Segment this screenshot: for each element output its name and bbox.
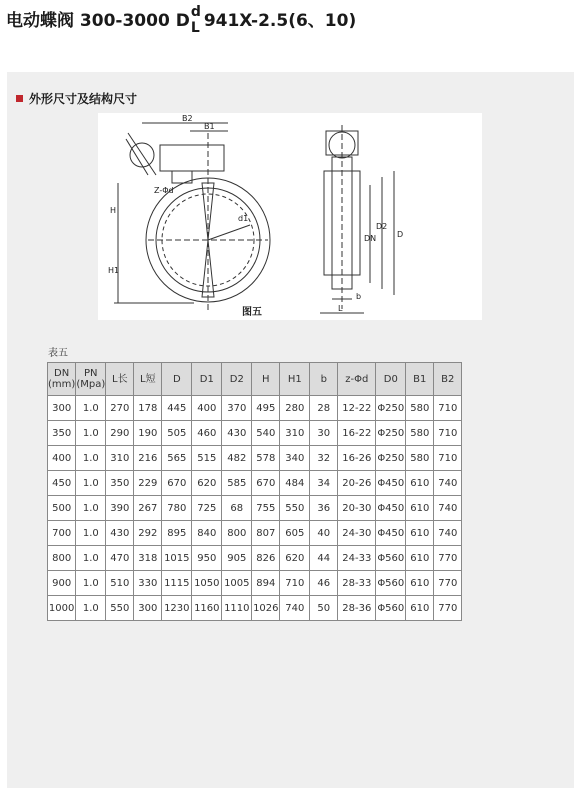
column-header-line1: z-Φd [345, 373, 369, 385]
column-header-line1: D [172, 373, 181, 385]
table-cell: 770 [434, 596, 462, 621]
table-cell: 280 [280, 396, 310, 421]
heading-bullet-icon [16, 95, 23, 102]
actuator-gearbox [160, 145, 224, 171]
table-cell: 1.0 [76, 596, 106, 621]
title-superscript-subscript [190, 4, 204, 36]
column-header-line1: L长 [112, 373, 128, 385]
table-cell: Φ450 [376, 471, 406, 496]
table-cell: 620 [280, 546, 310, 571]
column-header [310, 363, 338, 396]
table-cell: 34 [310, 471, 338, 496]
label-b: b [356, 292, 362, 301]
table-cell: 610 [406, 571, 434, 596]
table-body [48, 396, 462, 621]
table-cell: 32 [310, 446, 338, 471]
table-cell: 350 [48, 421, 76, 446]
table-cell: 267 [134, 496, 162, 521]
table-cell: 300 [134, 596, 162, 621]
title-sub: L [190, 20, 200, 36]
table-row [48, 421, 462, 446]
column-header-line1: B1 [413, 373, 427, 385]
table-cell: 580 [406, 396, 434, 421]
table-cell: 495 [252, 396, 280, 421]
technical-drawing [98, 113, 482, 320]
table-cell: 894 [252, 571, 280, 596]
table-cell: 905 [222, 546, 252, 571]
label-b1: B1 [204, 122, 215, 131]
table-cell: 1026 [252, 596, 280, 621]
table-cell: 1.0 [76, 421, 106, 446]
table-row [48, 496, 462, 521]
table-cell: Φ450 [376, 521, 406, 546]
table-cell: 68 [222, 496, 252, 521]
table-cell: 445 [162, 396, 192, 421]
table-cell: 1.0 [76, 396, 106, 421]
table-cell: 216 [134, 446, 162, 471]
table-cell: 20-30 [338, 496, 376, 521]
column-header [76, 363, 106, 396]
table-cell: 585 [222, 471, 252, 496]
table-cell: 710 [434, 396, 462, 421]
table-cell: 24-33 [338, 546, 376, 571]
column-header-line2: (mm) [48, 379, 76, 390]
table-cell: 16-22 [338, 421, 376, 446]
handwheel-rim-a [128, 133, 156, 175]
title-model: 941X-2.5(6、10) [203, 11, 357, 31]
table-cell: 460 [192, 421, 222, 446]
page-title [6, 6, 356, 36]
table-cell: 310 [106, 446, 134, 471]
table-cell: 370 [222, 396, 252, 421]
table-row [48, 546, 462, 571]
label-d2: D2 [376, 222, 388, 231]
table-row [48, 521, 462, 546]
table-cell: 1.0 [76, 446, 106, 471]
table-cell: 540 [252, 421, 280, 446]
table-cell: Φ560 [376, 596, 406, 621]
drawing-svg [98, 113, 482, 320]
table-cell: 36 [310, 496, 338, 521]
table-cell: 610 [406, 596, 434, 621]
table-cell: 895 [162, 521, 192, 546]
table-cell: 1115 [162, 571, 192, 596]
table-cell: 430 [222, 421, 252, 446]
table-cell: 50 [310, 596, 338, 621]
table-cell: 1000 [48, 596, 76, 621]
table-cell: 1050 [192, 571, 222, 596]
table-row [48, 471, 462, 496]
table-cell: 430 [106, 521, 134, 546]
table-cell: 515 [192, 446, 222, 471]
table-cell: 24-30 [338, 521, 376, 546]
column-header [376, 363, 406, 396]
column-header-line1: PN [84, 368, 98, 379]
table-cell: 740 [434, 471, 462, 496]
column-header [106, 363, 134, 396]
table-cell: 610 [406, 471, 434, 496]
table-cell: 20-26 [338, 471, 376, 496]
table-cell: 310 [280, 421, 310, 446]
table-cell: 900 [48, 571, 76, 596]
column-header-line1: D2 [229, 373, 244, 385]
column-header [338, 363, 376, 396]
table-cell: 700 [48, 521, 76, 546]
label-h: H [110, 206, 117, 215]
table-cell: 350 [106, 471, 134, 496]
column-header-line2: (Mpa) [76, 379, 106, 390]
flange-side-profile [324, 171, 360, 275]
table-cell: 28-33 [338, 571, 376, 596]
column-header [406, 363, 434, 396]
table-cell: 30 [310, 421, 338, 446]
table-cell: 190 [134, 421, 162, 446]
label-dn: DN [364, 234, 377, 243]
column-header-line1: D0 [383, 373, 398, 385]
table-cell: 780 [162, 496, 192, 521]
table-cell: 1.0 [76, 571, 106, 596]
title-main: 电动蝶阀 300-3000 D [6, 11, 190, 31]
table-cell: 1.0 [76, 471, 106, 496]
table-cell: 710 [280, 571, 310, 596]
table-cell: 755 [252, 496, 280, 521]
table-cell: 318 [134, 546, 162, 571]
table-cell: 710 [434, 421, 462, 446]
d1-leader [208, 225, 250, 240]
table-cell: 292 [134, 521, 162, 546]
column-header-line1: b [320, 373, 327, 385]
table-cell: 1.0 [76, 496, 106, 521]
table-cell: Φ560 [376, 571, 406, 596]
column-header-line1: D1 [199, 373, 214, 385]
column-header [134, 363, 162, 396]
table-cell: 500 [48, 496, 76, 521]
table-cell: 16-26 [338, 446, 376, 471]
table-row [48, 596, 462, 621]
label-d1: d1 [238, 214, 249, 223]
table-cell: 300 [48, 396, 76, 421]
table-cell: 578 [252, 446, 280, 471]
table-cell: 40 [310, 521, 338, 546]
table-cell: 44 [310, 546, 338, 571]
column-header-line1: DN [54, 368, 70, 379]
table-cell: 610 [406, 521, 434, 546]
table-cell: 826 [252, 546, 280, 571]
table-cell: 580 [406, 446, 434, 471]
table-cell: 770 [434, 546, 462, 571]
column-header [192, 363, 222, 396]
title-sup: d [190, 4, 201, 20]
table-caption: 表五 [48, 348, 68, 359]
table-cell: 565 [162, 446, 192, 471]
table-row [48, 396, 462, 421]
table-cell: 610 [406, 546, 434, 571]
label-z-phi-d: Z-Φd [154, 186, 174, 195]
table-cell: 505 [162, 421, 192, 446]
table-cell: 28-36 [338, 596, 376, 621]
table-cell: 710 [434, 446, 462, 471]
label-l: L [338, 304, 343, 313]
table-cell: 1.0 [76, 546, 106, 571]
dimensions-table [47, 362, 462, 621]
table-cell: 1230 [162, 596, 192, 621]
table-cell: 330 [134, 571, 162, 596]
table-cell: Φ450 [376, 496, 406, 521]
table-cell: 610 [406, 496, 434, 521]
table-cell: 620 [192, 471, 222, 496]
column-header [280, 363, 310, 396]
table-cell: 450 [48, 471, 76, 496]
column-header-line1: B2 [441, 373, 455, 385]
table-cell: 580 [406, 421, 434, 446]
table-header-row [48, 363, 462, 396]
handwheel [130, 143, 154, 167]
table-cell: 950 [192, 546, 222, 571]
section-heading-text: 外形尺寸及结构尺寸 [29, 92, 138, 106]
table-cell: 1015 [162, 546, 192, 571]
table-cell: 807 [252, 521, 280, 546]
label-h1: H1 [108, 266, 120, 275]
table-cell: 1160 [192, 596, 222, 621]
table-cell: 550 [106, 596, 134, 621]
label-b2: B2 [182, 114, 193, 123]
table-row [48, 446, 462, 471]
column-header-line1: H [262, 373, 270, 385]
table-cell: 28 [310, 396, 338, 421]
table-cell: 670 [162, 471, 192, 496]
table-cell: Φ560 [376, 546, 406, 571]
table-cell: Φ250 [376, 446, 406, 471]
table-cell: 46 [310, 571, 338, 596]
table-cell: 178 [134, 396, 162, 421]
table-cell: Φ250 [376, 396, 406, 421]
table-cell: 800 [48, 546, 76, 571]
table-cell: 550 [280, 496, 310, 521]
table-cell: 1005 [222, 571, 252, 596]
column-header [222, 363, 252, 396]
table-cell: 400 [192, 396, 222, 421]
column-header [48, 363, 76, 396]
column-header-line1: L短 [140, 373, 156, 385]
table-cell: 290 [106, 421, 134, 446]
table-cell: 229 [134, 471, 162, 496]
table-cell: 740 [280, 596, 310, 621]
table-row [48, 571, 462, 596]
column-header [434, 363, 462, 396]
table-cell: 740 [434, 496, 462, 521]
table-cell: 740 [434, 521, 462, 546]
table-cell: 770 [434, 571, 462, 596]
table-cell: 670 [252, 471, 280, 496]
table-cell: Φ250 [376, 421, 406, 446]
table-cell: 800 [222, 521, 252, 546]
table-cell: 484 [280, 471, 310, 496]
section-heading [16, 90, 137, 106]
table-cell: 270 [106, 396, 134, 421]
column-header-line1: H1 [287, 373, 302, 385]
table-cell: 605 [280, 521, 310, 546]
figure-caption: 图五 [242, 307, 262, 318]
table-cell: 12-22 [338, 396, 376, 421]
table-cell: 482 [222, 446, 252, 471]
table-cell: 390 [106, 496, 134, 521]
table-cell: 340 [280, 446, 310, 471]
table-cell: 1110 [222, 596, 252, 621]
table-cell: 510 [106, 571, 134, 596]
label-d: D [397, 230, 404, 239]
column-header [252, 363, 280, 396]
table-cell: 1.0 [76, 521, 106, 546]
table-cell: 725 [192, 496, 222, 521]
table-cell: 400 [48, 446, 76, 471]
table-cell: 840 [192, 521, 222, 546]
column-header [162, 363, 192, 396]
table-cell: 470 [106, 546, 134, 571]
